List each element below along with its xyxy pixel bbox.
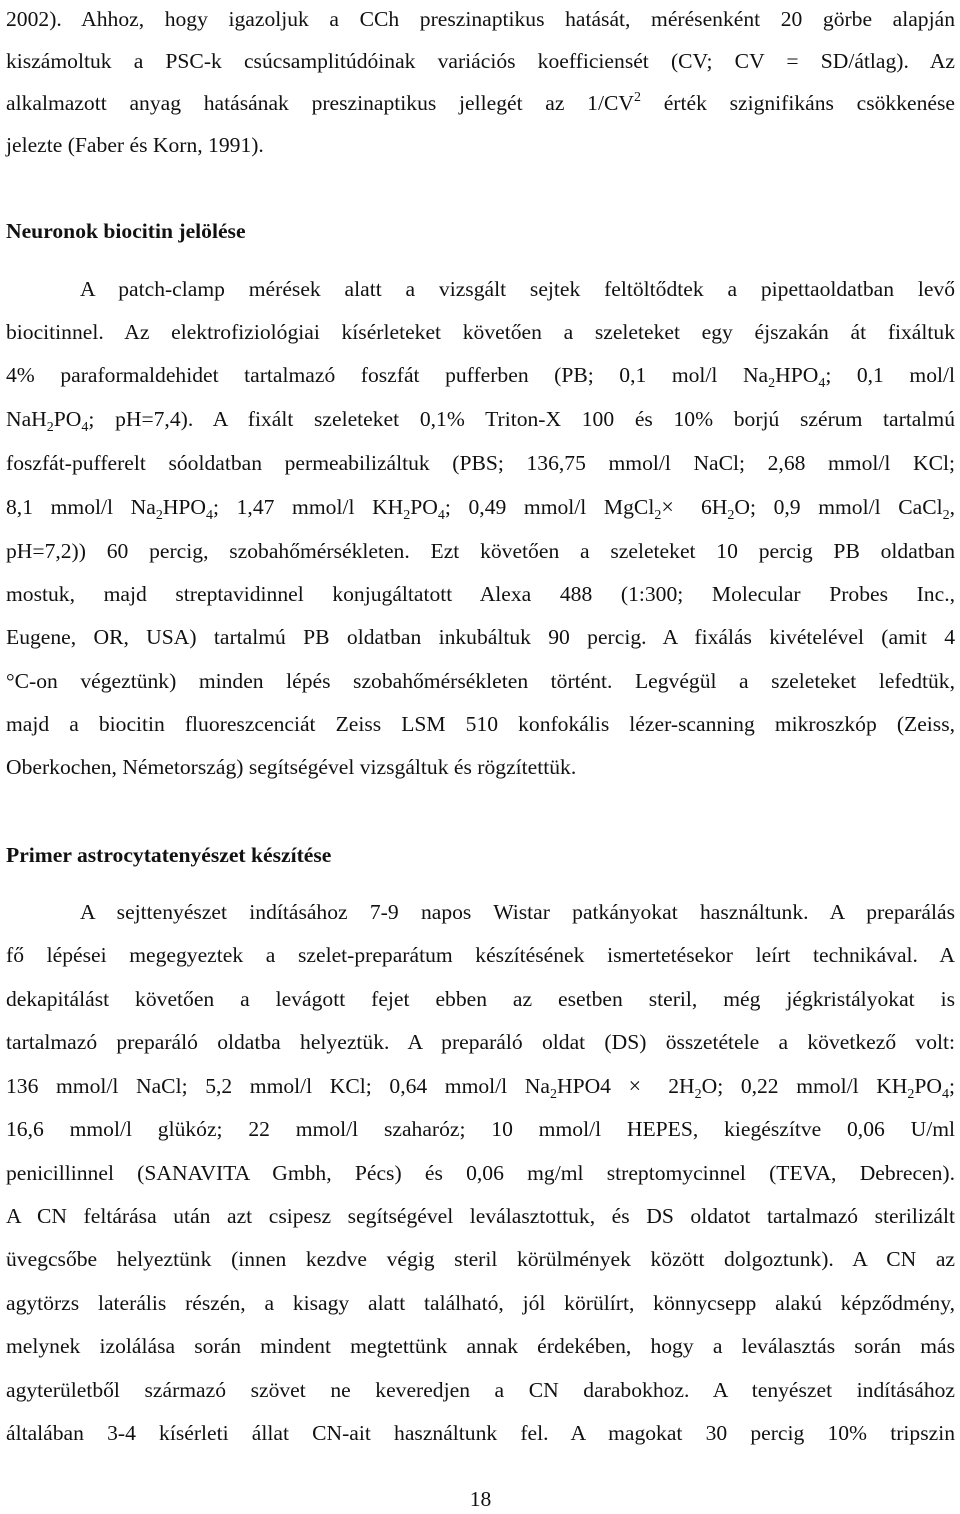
- text-run: HPO: [775, 363, 819, 387]
- text-run: 136 mmol/l NaCl; 5,2 mmol/l KCl; 0,64 mmol/l Na: [6, 1074, 550, 1098]
- paragraph-line: tartalmazó preparáló oldatba helyeztük. A preparáló oldat (DS) összetétele a következő volt:: [6, 1030, 955, 1054]
- paragraph-line: mostuk, majd streptavidinnel konjugáltatott Alexa 488 (1:300; Molecular Probes Inc.,: [6, 582, 955, 606]
- paragraph-line: [6, 404, 955, 434]
- text-run: 4: [818, 376, 826, 391]
- text-run: 2: [907, 1087, 915, 1102]
- paragraph-line: Oberkochen, Németország) segítségével vizsgáltuk és rögzítettük.: [6, 755, 577, 779]
- text-run: 6H: [683, 495, 728, 519]
- multiplication-sign: ×: [628, 1073, 642, 1098]
- text-run: 2: [46, 420, 54, 435]
- paragraph-line: penicillinnel (SANAVITA Gmbh, Pécs) és 0,06 mg/ml streptomycinnel (TEVA, Debrecen).: [6, 1161, 955, 1185]
- paragraph-line: biocitinnel. Az elektrofiziológiai kísérleteket követően a szeleteket egy éjszakán át fixáltuk: [6, 320, 955, 344]
- paragraph-line: jelezte (Faber és Korn, 1991).: [6, 133, 264, 157]
- text-run: 2: [549, 1087, 557, 1102]
- paragraph-line: 16,6 mmol/l glükóz; 22 mmol/l szaharóz; 10 mmol/l HEPES, kiegészítve 0,06 U/ml: [6, 1117, 955, 1141]
- text-run: érték szignifikáns csökkenése: [640, 91, 955, 115]
- paragraph-line: A sejttenyészet indításához 7-9 napos Wistar patkányokat használtunk. A preparálás: [80, 900, 955, 924]
- text-run: 4: [437, 508, 445, 523]
- text-run: alkalmazott anyag hatásának preszinaptikus jellegét az 1/CV: [6, 91, 634, 115]
- text-run: PO: [914, 1074, 943, 1098]
- text-run: ;: [949, 1074, 956, 1098]
- text-run: PO: [53, 407, 82, 431]
- text-run: ; 1,47 mmol/l KH: [213, 495, 404, 519]
- text-run: 4: [942, 1087, 950, 1102]
- paragraph-line: A patch-clamp mérések alatt a vizsgált sejtek feltöltődtek a pipettaoldatban levő: [80, 277, 955, 301]
- text-run: 4% paraformaldehidet tartalmazó foszfát pufferben (PB; 0,1 mol/l Na: [6, 363, 769, 387]
- text-run: 2: [694, 1087, 702, 1102]
- text-run: HPO: [162, 495, 207, 519]
- paragraph-line: majd a biocitin fluoreszcenciát Zeiss LSM 510 konfokális lézer-scanning mikroszkóp (Zeiss,: [6, 712, 955, 736]
- text-run: HPO4: [556, 1074, 629, 1098]
- text-run: 2: [403, 508, 411, 523]
- paragraph-line: [6, 88, 955, 118]
- paragraph-line: agyterületből származó szövet ne keveredjen a CN darabokhoz. A tenyészet indításához: [6, 1378, 955, 1402]
- text-run: 2H: [650, 1074, 695, 1098]
- paragraph-line: [6, 492, 955, 522]
- text-run: 4: [81, 420, 89, 435]
- paragraph-line: fő lépései megegyeztek a szelet-preparátum készítésének ismertetésekor leírt technikával. A: [6, 943, 955, 967]
- text-run: PO: [410, 495, 438, 519]
- section-heading: Primer astrocytatenyészet készítése: [6, 843, 332, 867]
- text-run: O; 0,22 mmol/l KH: [701, 1074, 908, 1098]
- text-run: 2: [727, 508, 735, 523]
- text-run: ; 0,49 mmol/l MgCl: [444, 495, 655, 519]
- paragraph-line: agytörzs laterális részén, a kisagy alatt található, jól körülírt, könnycsepp alakú képződmény,: [6, 1291, 955, 1315]
- paragraph-line: °C-on végeztünk) minden lépés szobahőmérsékleten történt. Legvégül a szeleteket lefedtük,: [6, 669, 955, 693]
- text-run: O; 0,9 mmol/l CaCl: [734, 495, 943, 519]
- paragraph-line: melynek izolálása során mindent megtettünk annak érdekében, hogy a leválasztás során más: [6, 1334, 955, 1358]
- paragraph-line: [6, 360, 955, 390]
- text-run: ; pH=7,4). A fixált szeleteket 0,1% Triton-X 100 és 10% borjú szérum tartalmú: [88, 407, 955, 431]
- text-run: 2: [942, 508, 950, 523]
- paragraph-line: A CN feltárása után azt csipesz segítségével leválasztottuk, és DS oldatot tartalmazó sterilizált: [6, 1204, 955, 1228]
- text-run: 2: [633, 90, 641, 105]
- text-run: 2: [768, 376, 776, 391]
- page-number: 18: [469, 1487, 492, 1511]
- text-run: 4: [206, 508, 214, 523]
- document-page: [6, 0, 955, 1509]
- multiplication-sign: ×: [661, 494, 674, 519]
- text-run: ; 0,1 mol/l: [825, 363, 955, 387]
- text-run: NaH: [6, 407, 47, 431]
- text-run: 2: [654, 508, 662, 523]
- paragraph-line: 2002). Ahhoz, hogy igazoljuk a CCh preszinaptikus hatását, mérésenként 20 görbe alapján: [6, 7, 955, 31]
- paragraph-line: pH=7,2)) 60 percig, szobahőmérsékleten. Ezt követően a szeleteket 10 percig PB oldatban: [6, 539, 955, 563]
- paragraph-line: [6, 1071, 955, 1101]
- paragraph-line: dekapitálást követően a levágott fejet ebben az esetben steril, még jégkristályokat is: [6, 987, 955, 1011]
- section-heading: Neuronok biocitin jelölése: [6, 219, 246, 243]
- paragraph-line: Eugene, OR, USA) tartalmú PB oldatban inkubáltuk 90 percig. A fixálás kivételével (amit 4: [6, 625, 955, 649]
- paragraph-line: általában 3-4 kísérleti állat CN-ait használtunk fel. A magokat 30 percig 10% tripszin: [6, 1421, 955, 1445]
- text-run: ,: [949, 495, 956, 519]
- text-run: 8,1 mmol/l Na: [6, 495, 156, 519]
- text-run: 2: [155, 508, 163, 523]
- paragraph-line: kiszámoltuk a PSC-k csúcsamplitúdóinak variációs koefficiensét (CV; CV = SD/átlag). Az: [6, 49, 955, 73]
- paragraph-line: foszfát-pufferelt sóoldatban permeabilizáltuk (PBS; 136,75 mmol/l NaCl; 2,68 mmol/l KCl;: [6, 451, 955, 475]
- paragraph-line: üvegcsőbe helyeztünk (innen kezdve végig steril körülmények között dolgoztunk). A CN az: [6, 1247, 955, 1271]
